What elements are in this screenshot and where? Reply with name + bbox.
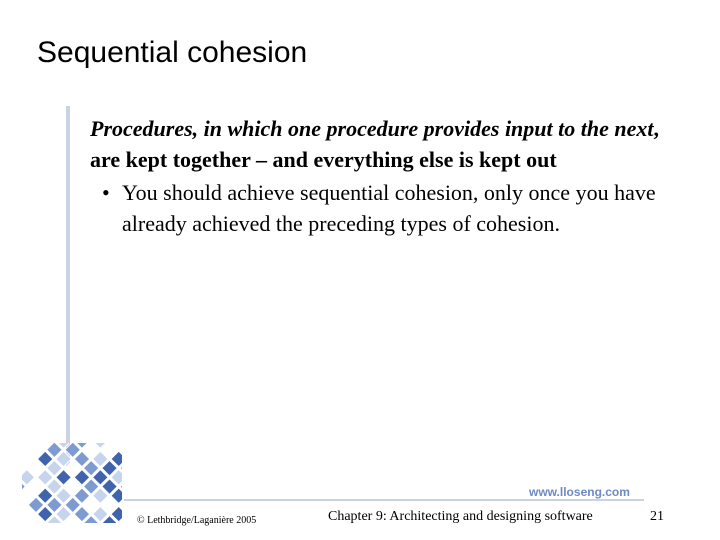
website-link[interactable]: www.lloseng.com — [529, 485, 630, 499]
copyright-text: © Lethbridge/Laganière 2005 — [137, 515, 257, 526]
page-number: 21 — [650, 509, 664, 524]
chapter-title: Chapter 9: Architecting and designing software — [328, 509, 593, 524]
left-accent-bar — [66, 106, 70, 469]
tile-pattern-graphic — [22, 443, 122, 523]
bullet-item — [90, 177, 690, 239]
lead-rest-text: , are kept together – and everything else is kept out — [90, 116, 659, 172]
slide-title: Sequential cohesion — [37, 36, 308, 69]
bullet-text: You should achieve sequential cohesion, only once you have already achieved the preceding types of cohesion. — [122, 180, 656, 236]
footer-divider — [124, 499, 644, 501]
lead-italic-text: Procedures, in which one procedure provides input to the next — [90, 116, 654, 141]
lead-paragraph — [90, 113, 690, 175]
bullet-marker: • — [102, 180, 110, 205]
decorative-tile-logo — [22, 443, 122, 523]
slide-body — [90, 113, 690, 239]
